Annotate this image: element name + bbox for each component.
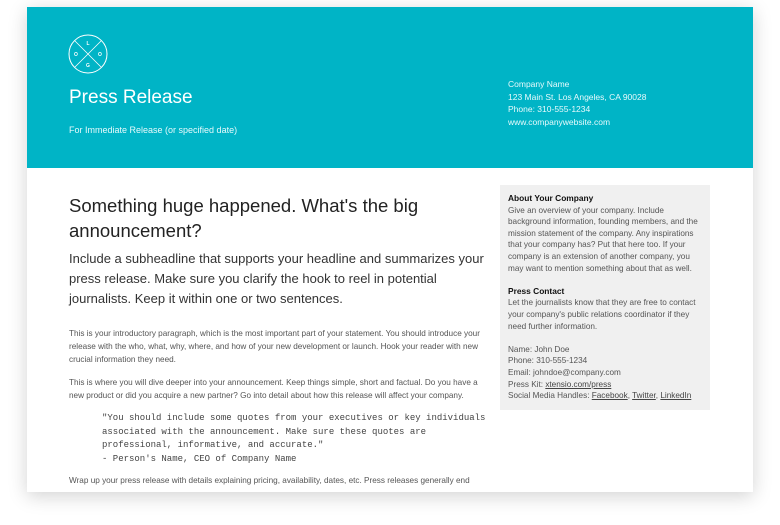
social-label: Social Media Handles:	[508, 391, 592, 401]
contact-email: Email: johndoe@company.com	[508, 367, 621, 377]
page-title: Press Release	[69, 87, 193, 108]
header-banner	[27, 7, 753, 168]
separator: ,	[627, 391, 633, 401]
main-content	[69, 193, 489, 487]
logo-letter: L	[86, 41, 90, 47]
company-address: 123 Main St. Los Angeles, CA 90028	[508, 91, 647, 102]
press-kit	[508, 379, 702, 391]
intro-paragraph: This is your introductory paragraph, which is the most important part of your statement. You should introduce your release with the who, what, why, where, and how of your new development or launch. Hook your reader with new crucial information they need.	[69, 329, 480, 364]
linkedin-link[interactable]: LinkedIn	[660, 391, 692, 401]
press-kit-link[interactable]: xtensio.com/press	[545, 379, 612, 389]
release-date-note: For Immediate Release (or specified date)	[69, 125, 238, 135]
logo-letter: O	[74, 52, 78, 58]
wrap-up-paragraph: Wrap up your press release with details explaining pricing, availability, dates, etc. Press releases generally end	[69, 476, 470, 485]
contact-phone: Phone: 310-555-1234	[508, 356, 588, 366]
logo-letter: O	[98, 52, 102, 58]
contact-text: Let the journalists know that they are free to contact your company's public relations coordinator if they need further information.	[508, 298, 696, 331]
about-text: Give an overview of your company. Include background information, founding members, and the mission statement of the company. Any inspirations that your company has? Put that here too. If your company is an extension of another company, you may want to mention something about that as well.	[508, 205, 698, 273]
company-name: Company Name	[508, 79, 570, 89]
sidebar	[500, 185, 710, 410]
headline: Something huge happened. What's the big announcement?	[69, 195, 419, 241]
contact-title: Press Contact	[508, 285, 565, 296]
company-website: www.companywebsite.com	[508, 116, 611, 127]
contact-name: Name: John Doe	[508, 344, 570, 354]
body-paragraph: This is where you will dive deeper into your announcement. Keep things simple, short and factual. Do you have a new product or did you acquire a new partner? Go into detail about how this release will affect your company.	[69, 378, 478, 400]
quote-block: "You should include some quotes from your executives or key individuals associated with the announcement. Make sure these quotes are professional, informative, and accurate." - Person's Name, CEO of Company Name	[102, 413, 486, 464]
social-handles	[508, 390, 702, 402]
company-phone: Phone: 310-555-1234	[508, 104, 591, 114]
facebook-link[interactable]: Facebook	[591, 391, 628, 401]
company-info	[508, 78, 646, 128]
press-kit-label: Press Kit:	[508, 379, 546, 389]
about-title: About Your Company	[508, 193, 594, 203]
twitter-link[interactable]: Twitter	[632, 391, 656, 401]
separator: ,	[655, 391, 661, 401]
subheadline: Include a subheadline that supports your headline and summarizes your press release. Make sure you clarify the hook to reel in potential journalists. Keep it within one or two sentences.	[69, 251, 484, 306]
logo-icon	[68, 34, 108, 74]
press-release-page	[27, 7, 753, 492]
logo-letter: G	[86, 63, 90, 69]
